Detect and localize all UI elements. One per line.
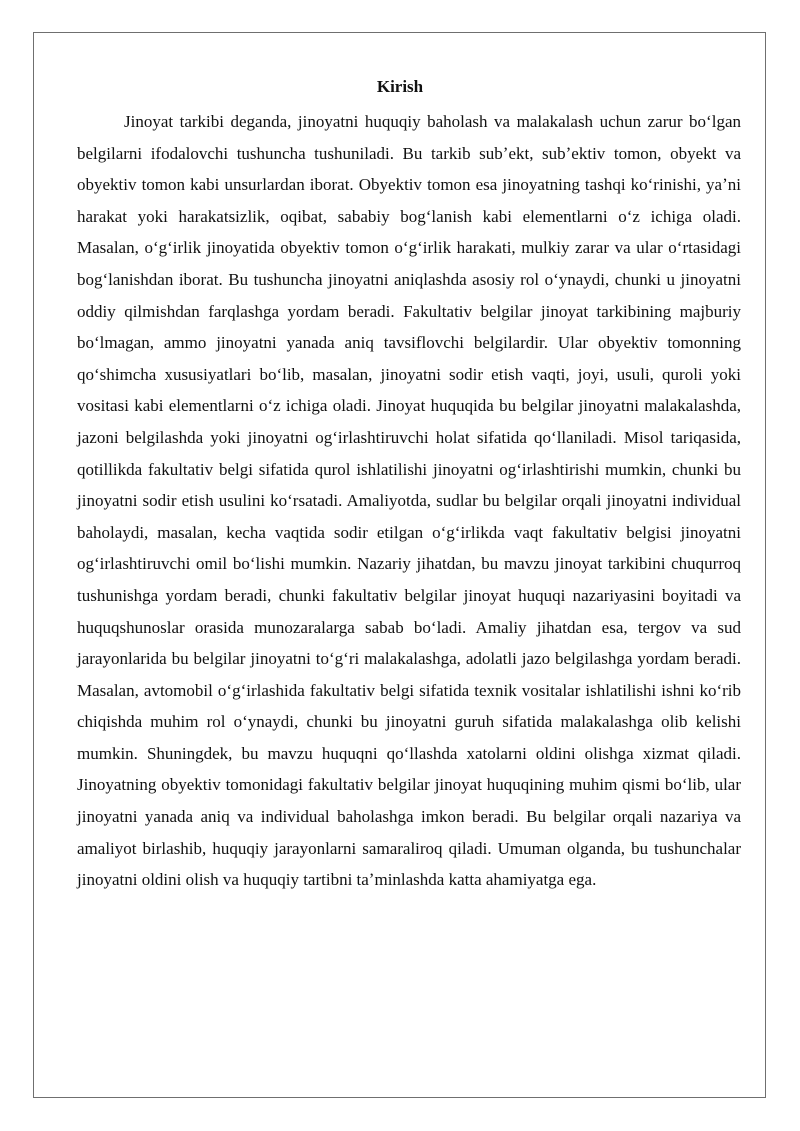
page-title: Kirish	[376, 77, 424, 96]
body-paragraph: Jinoyat tarkibi deganda, jinoyatni huquqiy baholash va malakalash uchun zarur boʻlgan belgilarni ifodalovchi tushuncha tushuniladi. Bu tarkib subʼekt, subʼektiv tomon, obyekt va obyektiv tomon kabi unsurlardan iborat. Obyektiv tomon esa jinoyatning tashqi koʻrinishi, yaʼni harakat yoki harakatsizlik, oqibat, sababiy bogʻlanish kabi elementlarni oʻz ichiga oladi. Masalan, oʻgʻirlik jinoyatida obyektiv tomon oʻgʻirlik harakati, mulkiy zarar va ular oʻrtasidagi bogʻlanishdan iborat. Bu tushuncha jinoyatni aniqlashda asosiy rol oʻynaydi, chunki u jinoyatni oddiy qilmishdan farqlashga yordam beradi. Fakultativ belgilar jinoyat tarkibining majburiy boʻlmagan, ammo jinoyatni yanada aniq tavsiflovchi belgilardir. Ular obyektiv tomonning qoʻshimcha xususiyatlari boʻlib, masalan, jinoyatni sodir etish vaqti, joyi, usuli, quroli yoki vositasi kabi elementlarni oʻz ichiga oladi. Jinoyat huquqida bu belgilar jinoyatni malakalashda, jazoni belgilashda yoki jinoyatni ogʻirlashtiruvchi holat sifatida qoʻllaniladi. Misol tariqasida, qotillikda fakultativ belgi sifatida qurol ishlatilishi jinoyatni ogʻirlashtirishi mumkin, chunki bu jinoyatni sodir etish usulini koʻrsatadi. Amaliyotda, sudlar bu belgilar orqali jinoyatni individual baholaydi, masalan, kecha vaqtida sodir etilgan oʻgʻirlikda vaqt fakultativ belgisi jinoyatni ogʻirlashtiruvchi omil boʻlishi mumkin. Nazariy jihatdan, bu mavzu jinoyat tarkibini chuqurroq tushunishga yordam beradi, chunki fakultativ belgilar jinoyat huquqi nazariyasini boyitadi va huquqshunoslar orasida munozaralarga sabab boʻladi. Amaliy jihatdan esa, tergov va sud jarayonlarida bu belgilar jinoyatni toʻgʻri malakalashga, adolatli jazo belgilashga yordam beradi. Masalan, avtomobil oʻgʻirlashida fakultativ belgi sifatida texnik vositalar ishlatilishi ishni koʻrib chiqishda muhim rol oʻynaydi, chunki bu jinoyatni guruh sifatida malakalashga olib kelishi mumkin. Shuningdek, bu mavzu huquqni qoʻllashda xatolarni oldini olishga xizmat qiladi. Jinoyatning obyektiv tomonidagi fakultativ belgilar jinoyat huquqining muhim qismi boʻlib, ular jinoyatni yanada aniq va individual baholashga imkon beradi. Bu belgilar orqali nazariya va amaliyot birlashib, huquqiy jarayonlarni samaraliroq qiladi. Umuman olganda, bu tushunchalar jinoyatni oldini olish va huquqiy tartibni taʼminlashda katta ahamiyatga ega.	[77, 112, 741, 890]
